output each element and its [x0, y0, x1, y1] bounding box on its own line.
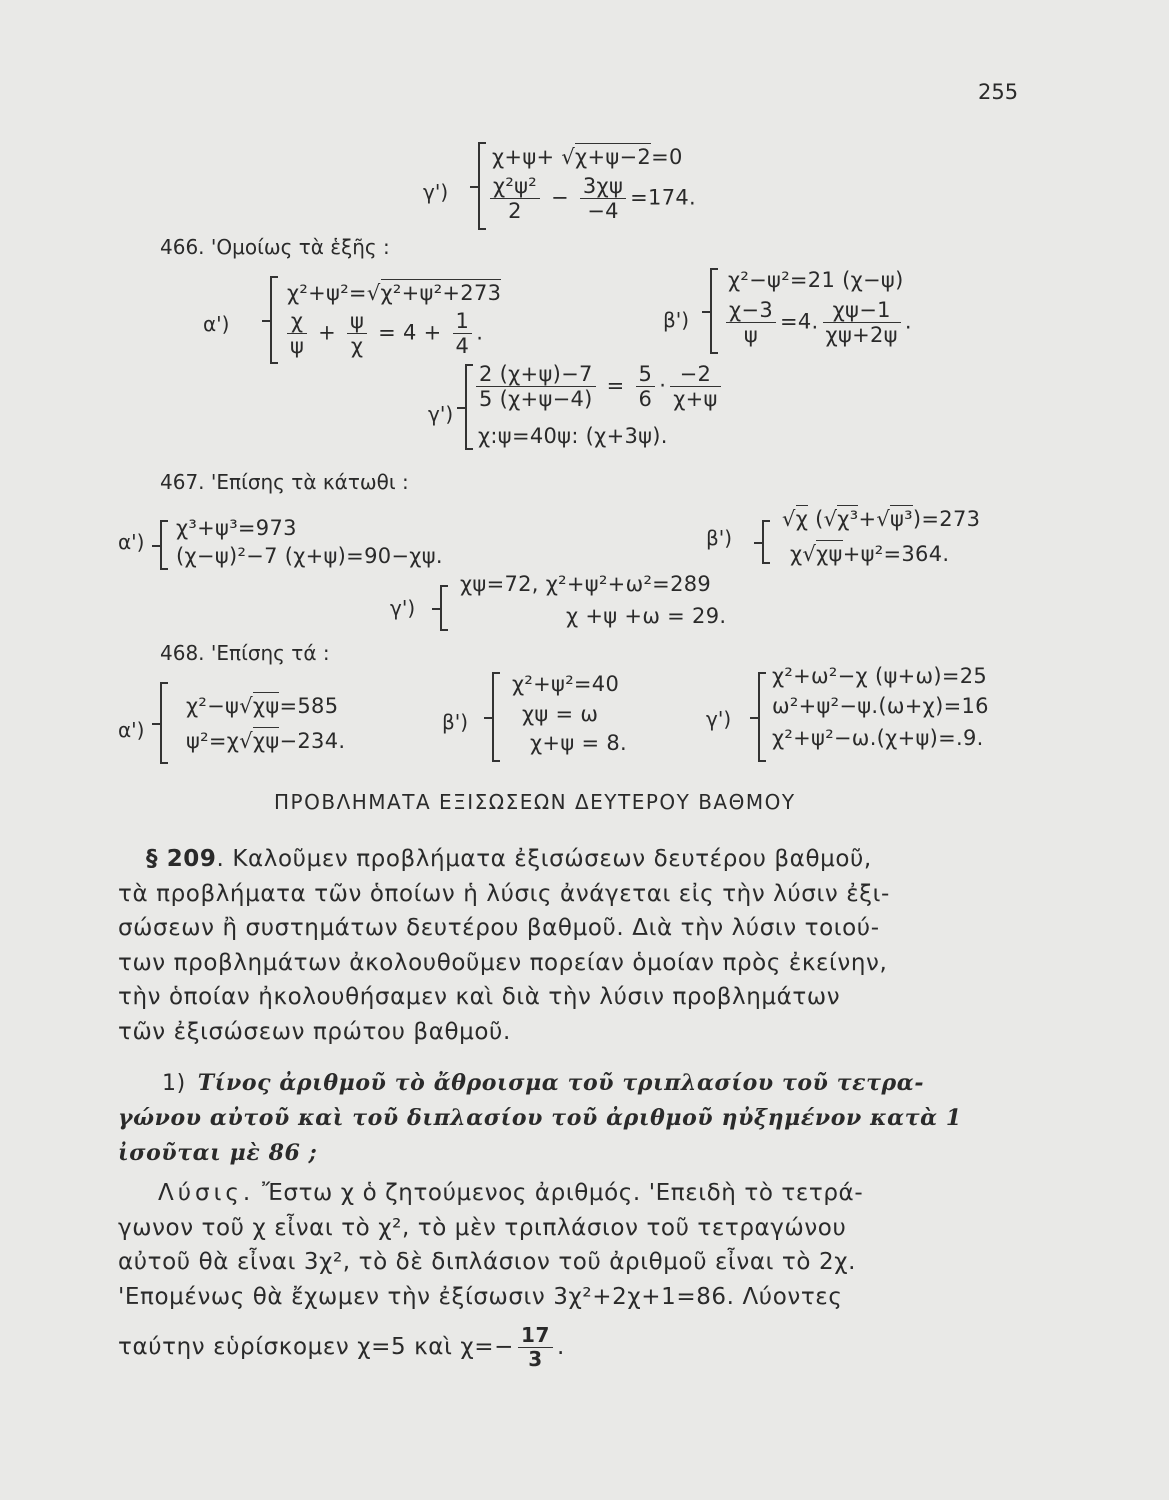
ex467-beta-plus: +: [858, 507, 877, 531]
paragraph-line: σώσεων ἢ συστημάτων δευτέρου βαθμοῦ. Διὰ τὴν λύσιν τοιού-: [118, 915, 880, 941]
ex466-alpha-frac2: [347, 309, 367, 358]
ex467-beta-line1-end: )=273: [912, 507, 981, 531]
ex466-gamma-line1: [472, 362, 725, 411]
fraction-denominator: 2: [508, 199, 522, 224]
ex467-beta-rad-b: χ³: [837, 507, 859, 531]
ex467-gamma-line2: χ +ψ +ω = 29.: [566, 604, 727, 628]
ex467-beta-rad-a: χ: [795, 507, 809, 531]
ex467-beta-line1: √χ (√χ³+√ψ³)=273: [782, 507, 981, 531]
ex466-beta-frac1: [726, 298, 776, 347]
problem-number: 1): [162, 1071, 186, 1096]
ex468-beta-line2: χψ = ω: [522, 702, 599, 726]
solution-line: [118, 1324, 1018, 1371]
ex468-alpha-line2: ψ²=χ√χψ−234.: [186, 729, 346, 753]
fraction-denominator: −4: [587, 199, 619, 224]
ex465-gamma-frac1: [490, 174, 540, 223]
ex468-gamma-label: γ'): [706, 707, 732, 731]
ex465-gamma-line1-rad: χ+ψ−2: [575, 145, 652, 169]
fraction-denominator: 3: [528, 1347, 543, 1371]
fraction-denominator: 5 (χ+ψ−4): [479, 387, 593, 412]
solution-line: γωνον τοῦ χ εἶναι τὸ χ², τὸ μὲν τριπλάσιον τοῦ τετραγώνου: [118, 1214, 847, 1241]
ex467-alpha-brace: [160, 520, 162, 570]
ex468-alpha-line1: χ²−ψ√χψ=585: [186, 694, 339, 718]
ex468-beta-brace: [492, 672, 494, 762]
fraction-numerator: 17: [518, 1324, 553, 1348]
section-number: § 209: [146, 846, 217, 872]
ex466-gamma-frac3: [670, 362, 720, 411]
fraction-denominator: ψ: [743, 323, 759, 348]
fraction-numerator: 2 (χ+ψ)−7: [476, 362, 596, 387]
ex466-gamma-label: γ'): [428, 402, 454, 426]
fraction-numerator: −2: [670, 362, 720, 387]
problem-line: [118, 1066, 1018, 1101]
ex466-beta-end: .: [904, 309, 912, 334]
page-number: 255: [978, 80, 1019, 104]
ex467-alpha-line1: χ³+ψ³=973: [176, 516, 297, 540]
ex467-beta-label: β'): [706, 526, 733, 550]
ex466-gamma-eq: =: [599, 373, 632, 398]
ex468-alpha-line2-end: −234.: [279, 729, 346, 753]
solution-end: .: [557, 1334, 565, 1360]
paragraph-line: των προβλημάτων ἀκολουθοῦμεν πορείαν ὁμοίαν πρὸς ἐκείνην,: [118, 949, 888, 976]
paragraph-line: [118, 842, 1018, 877]
ex468-gamma-brace: [758, 672, 760, 762]
ex468-alpha-line1-end: =585: [279, 694, 339, 718]
solution-line: [118, 1176, 1018, 1211]
ex466-gamma-brace: [465, 364, 467, 450]
ex466-alpha-label: α'): [203, 312, 230, 336]
ex467-gamma-label: γ'): [390, 596, 416, 620]
fraction-numerator: χ: [287, 309, 307, 334]
solution-fraction: [518, 1324, 553, 1371]
solution: [118, 1176, 1018, 1371]
fraction-denominator: 4: [455, 334, 470, 359]
fraction-denominator: χ+ψ: [673, 387, 718, 412]
ex468-gamma-line1: χ²+ω²−χ (ψ+ω)=25: [772, 664, 988, 688]
ex466-beta-line2: [722, 298, 912, 347]
ex467-beta-line2-rad: χψ: [816, 542, 843, 566]
ex465-gamma-label: γ'): [423, 180, 449, 204]
ex466-alpha-frac1: [287, 309, 307, 358]
fraction-numerator: 1: [453, 309, 473, 334]
solution-line: 'Επομένως θὰ ἔχωμεν τὴν ἐξίσωσιν 3χ²+2χ+1=86. Λύοντες: [118, 1283, 843, 1310]
ex465-gamma-line2: [486, 174, 696, 223]
ex468-alpha-brace: [160, 682, 162, 764]
ex467-beta-open: (: [808, 507, 824, 531]
ex465-gamma-brace: [478, 142, 480, 230]
ex466-alpha-line1-rad: χ²+ψ²+273: [380, 281, 502, 305]
ex466-alpha-end: .: [476, 320, 484, 345]
paragraph-209: [118, 842, 1018, 1049]
solution-last-text: ταύτην εὑρίσκομεν χ=5 καὶ χ=−: [118, 1334, 514, 1360]
ex466-beta-brace: [710, 268, 712, 354]
ex467-beta-brace: [762, 520, 764, 564]
ex468-gamma-line2: ω²+ψ²−ψ.(ω+χ)=16: [772, 694, 989, 718]
ex467-beta-line2-end: +ψ²=364.: [842, 542, 950, 566]
ex468-heading: 468. 'Επίσης τά :: [160, 641, 330, 665]
ex466-gamma-frac1: [476, 362, 596, 411]
ex467-alpha-line2: (χ−ψ)²−7 (χ+ψ)=90−χψ.: [176, 544, 443, 568]
ex468-alpha-line2-a: ψ²=χ: [186, 729, 240, 753]
fraction-numerator: 3χψ: [580, 174, 626, 199]
paragraph-line: τῶν ἐξισώσεων πρώτου βαθμοῦ.: [118, 1018, 511, 1045]
ex466-alpha-frac3: [453, 309, 473, 358]
fraction-numerator: χ−3: [726, 298, 776, 323]
ex465-gamma-line1-b: =0: [651, 145, 683, 169]
fraction-numerator: χψ−1: [823, 298, 901, 323]
solution-line: αὐτοῦ θὰ εἶναι 3χ², τὸ δὲ διπλάσιον τοῦ ἀριθμοῦ εἶναι τὸ 2χ.: [118, 1249, 856, 1275]
ex467-beta-line2-a: χ: [790, 542, 803, 566]
ex466-alpha-line2: [283, 309, 483, 358]
ex465-gamma-line1-a: χ+ψ+: [492, 145, 562, 169]
fraction-denominator: χψ+2ψ: [825, 323, 898, 348]
ex467-alpha-label: α'): [118, 530, 145, 554]
ex465-gamma-line1: χ+ψ+ √χ+ψ−2=0: [492, 145, 683, 169]
ex466-alpha-line1-a: χ²+ψ²=: [287, 281, 367, 305]
ex466-alpha-brace: [270, 276, 272, 364]
fraction-denominator: χ: [350, 334, 364, 359]
solution-label: Λύσις.: [158, 1180, 255, 1206]
ex466-alpha-mid: = 4 +: [371, 320, 449, 345]
solution-text: Ἔστω χ ὁ ζητούμενος ἀριθμός. 'Επειδὴ τὸ τετρά-: [254, 1180, 864, 1206]
ex468-alpha-label: α'): [118, 718, 145, 742]
ex466-gamma-dot: ·: [659, 373, 667, 398]
paragraph-text: . Καλοῦμεν προβλήματα ἐξισώσεων δευτέρου βαθμοῦ,: [216, 846, 872, 872]
ex468-beta-line1: χ²+ψ²=40: [512, 672, 620, 696]
fraction-denominator: 6: [638, 387, 653, 412]
fraction-numerator: 5: [636, 362, 656, 387]
section-title: ΠΡΟΒΛΗΜΑΤΑ ΕΞΙΣΩΣΕΩΝ ΔΕΥΤΕΡΟΥ ΒΑΘΜΟΥ: [274, 790, 796, 814]
ex466-beta-line1: χ²−ψ²=21 (χ−ψ): [728, 268, 904, 292]
paragraph-line: τὴν ὁποίαν ἠκολουθήσαμεν καὶ διὰ τὴν λύσιν προβλημάτων: [118, 984, 841, 1010]
ex468-beta-line3: χ+ψ = 8.: [530, 731, 627, 755]
ex465-gamma-frac2: [580, 174, 626, 223]
ex467-beta-rad-c: ψ³: [890, 507, 913, 531]
paragraph-line: τὰ προβλήματα τῶν ὁποίων ἡ λύσις ἀνάγεται εἰς τὴν λύσιν ἐξι-: [118, 880, 890, 907]
fraction-denominator: ψ: [290, 334, 305, 359]
problem-line: γώνου αὐτοῦ καὶ τοῦ διπλασίου τοῦ ἀριθμοῦ ηὐξημένον κατὰ 1: [118, 1105, 962, 1131]
ex467-gamma-line1: χψ=72, χ²+ψ²+ω²=289: [460, 572, 712, 596]
ex466-beta-label: β'): [663, 308, 690, 332]
fraction-numerator: χ²ψ²: [490, 174, 540, 199]
ex468-alpha-line2-rad: χψ: [252, 729, 280, 753]
fraction-numerator: ψ: [347, 309, 367, 334]
ex468-alpha-line1-rad: χψ: [252, 694, 280, 718]
problem-text: Τίνος ἀριθμοῦ τὸ ἄθροισμα τοῦ τριπλασίου τοῦ τετρα-: [197, 1070, 925, 1096]
ex467-beta-line2: χ√χψ+ψ²=364.: [790, 542, 950, 566]
ex466-heading: 466. 'Ομοίως τὰ ἑξῆς :: [160, 235, 390, 259]
plus-sign: +: [311, 320, 344, 345]
ex468-alpha-line1-a: χ²−ψ: [186, 694, 240, 718]
ex466-gamma-frac2: [636, 362, 656, 411]
ex466-beta-frac2: [823, 298, 901, 347]
ex466-gamma-line2: χ:ψ=40ψ: (χ+3ψ).: [478, 424, 668, 448]
ex468-gamma-line3: χ²+ψ²−ω.(χ+ψ)=.9.: [772, 726, 984, 750]
problem-1: [118, 1066, 1018, 1171]
problem-line: ἰσοῦται μὲ 86 ;: [118, 1140, 318, 1166]
ex467-heading: 467. 'Επίσης τὰ κάτωθι :: [160, 470, 409, 494]
ex468-beta-label: β'): [442, 710, 469, 734]
minus-sign: −: [544, 185, 576, 210]
ex467-gamma-brace: [440, 585, 442, 631]
ex466-alpha-line1: χ²+ψ²=√χ²+ψ²+273: [287, 281, 502, 305]
ex466-beta-mid: =4.: [780, 309, 819, 334]
ex465-gamma-line2-end: =174.: [630, 185, 696, 210]
